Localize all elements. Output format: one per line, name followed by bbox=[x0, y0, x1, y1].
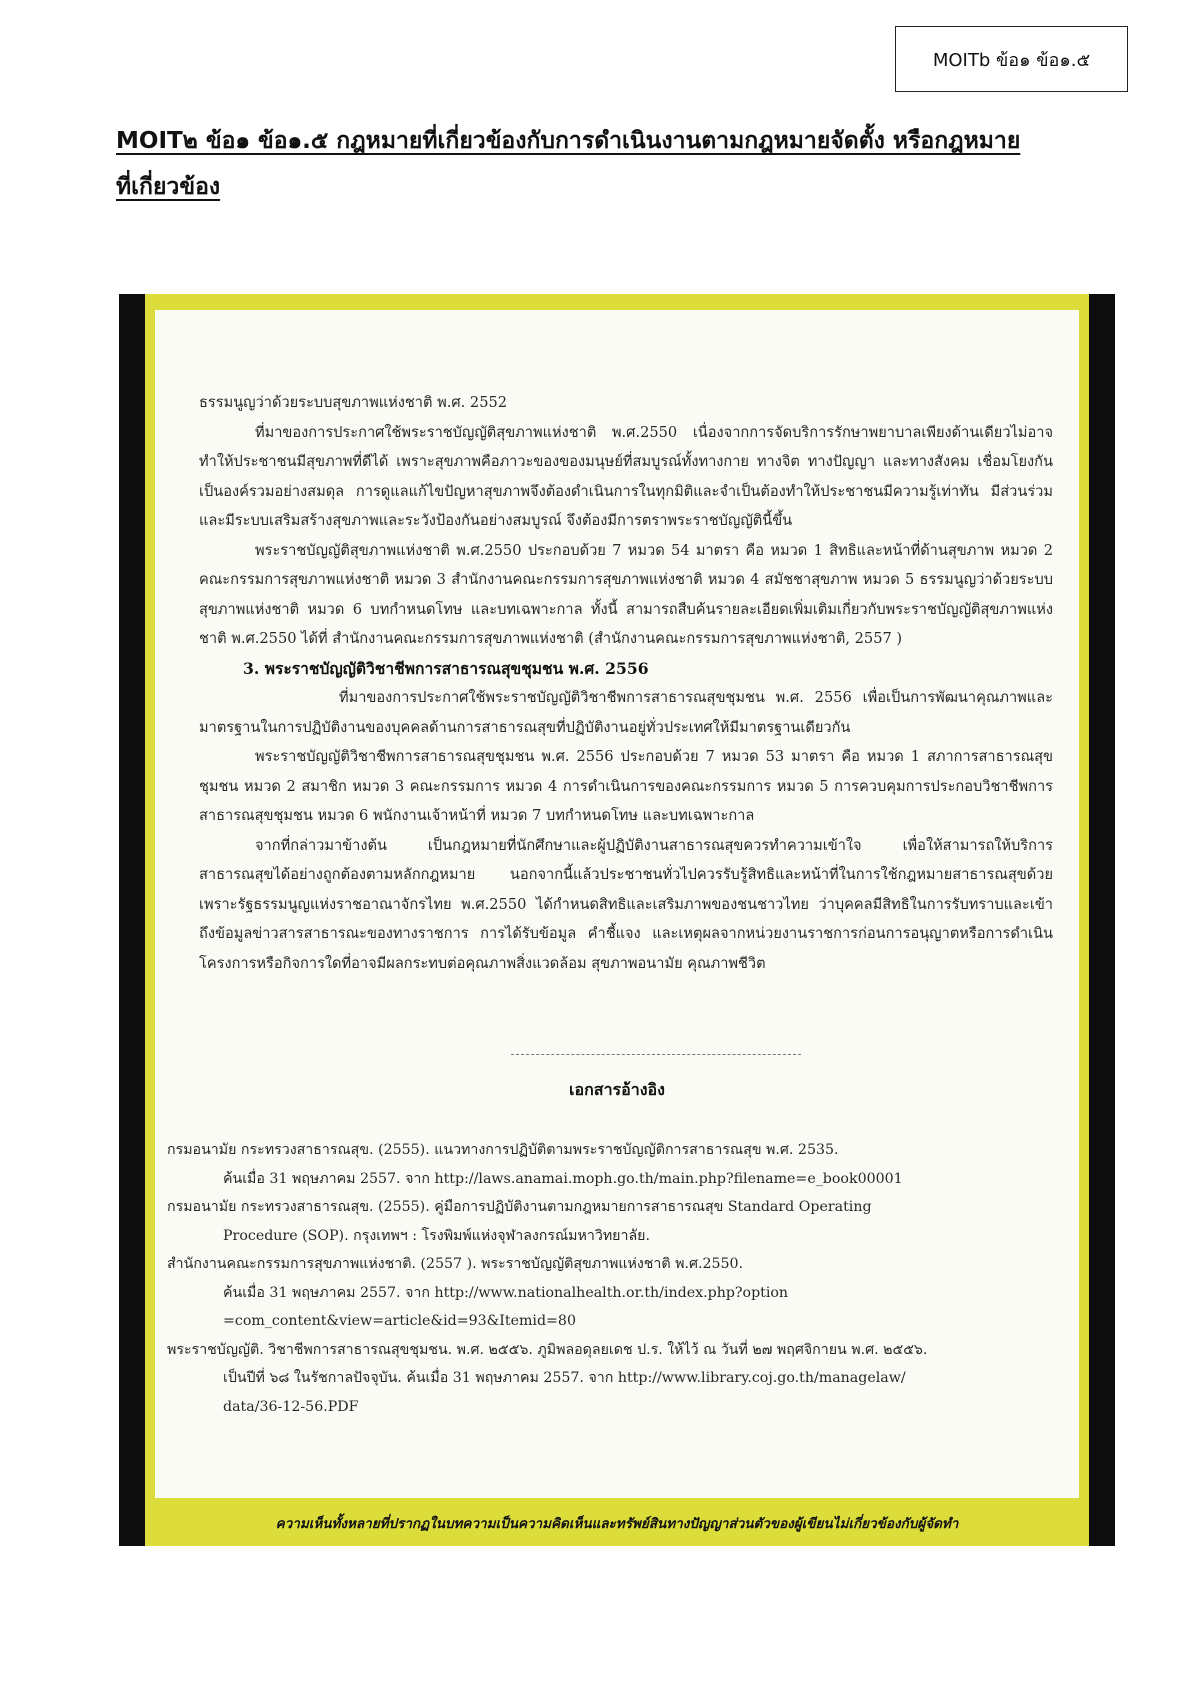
divider-line bbox=[511, 1054, 801, 1055]
badge-text: MOITb ข้อ๑ ข้อ๑.๕ bbox=[932, 49, 1091, 71]
reference-line: ค้นเมื่อ 31 พฤษภาคม 2557. จาก http://laws.anamai.moph.go.th/main.php?filename=e_book00001 bbox=[223, 1170, 903, 1187]
paragraph-health-act-structure: พระราชบัญญัติสุขภาพแห่งชาติ พ.ศ.2550 ประกอบด้วย 7 หมวด 54 มาตรา คือ หมวด 1 สิทธิและหน้าที่ด้านสุขภาพ หมวด 2 คณะกรรมการสุขภาพแห่งชาติ หมวด 3 สำนักงานคณะกรรมการสุขภาพแห่งชาติ หมวด 4 สมัชชาสุขภาพ หมวด 5 ธรรมนูญว่าด้วยระบบสุขภาพแห่งชาติ หมวด 6 บทกำหนดโทษ และบทเฉพาะกาล ทั้งนี้ สามารถสืบค้นรายละเอียดเพิ่มเติมเกี่ยวกับพระราชบัญญัติสุขภาพแห่งชาติ พ.ศ.2550 ได้ที่ สำนักงานคณะกรรมการสุขภาพแห่งชาติ (สำนักงานคณะกรรมการสุขภาพแห่งชาติ, 2557 ) bbox=[199, 541, 1053, 647]
reference-line: เป็นปีที่ ๖๘ ในรัชกาลปัจจุบัน. ค้นเมื่อ 31 พฤษภาคม 2557. จาก http://www.library.coj.go.th/managelaw/ bbox=[223, 1370, 906, 1386]
reference-line: data/36-12-56.PDF bbox=[223, 1398, 359, 1415]
reference-line: =com_content&view=article&id=93&Itemid=80 bbox=[223, 1313, 576, 1329]
reference-line: กรมอนามัย กระทรวงสาธารณสุข. (2555). แนวทางการปฏิบัติตามพระราชบัญญัติการสาธารณสุข พ.ศ. 2535. bbox=[167, 1142, 839, 1158]
paragraph-health-act-origin: ที่มาของการประกาศใช้พระราชบัญญัติสุขภาพแห่งชาติ พ.ศ.2550 เนื่องจากการจัดบริการรักษาพยาบาลเพียงด้านเดียวไม่อาจทำให้ประชาชนมีสุขภาพที่ดีได้ เพราะสุขภาพคือภาวะของของมนุษย์ที่สมบูรณ์ทั้งทางกาย ทางจิต ทางปัญญา และทางสังคม เชื่อมโยงกันเป็นองค์รวมอย่างสมดุล การดูแลแก้ไขปัญหาสุขภาพจึงต้องดำเนินการในทุกมิติและจำเป็นต้องทำให้ประชาชนมีความรู้เท่าทัน มีส่วนร่วม และมีระบบเสริมสร้างสุขภาพและระวังป้องกันอย่างสมบูรณ์ จึงต้องมีการตราพระราชบัญญัตินี้ขึ้น bbox=[199, 423, 1053, 529]
paragraph-community-health-origin: ที่มาของการประกาศใช้พระราชบัญญัติวิชาชีพการสาธารณสุขชุมชน พ.ศ. 2556 เพื่อเป็นการพัฒนาคุณภาพและมาตรฐานในการปฏิบัติงานของบุคคลด้านการสาธารณสุขที่ปฏิบัติงานอยู่ทั่วประเทศให้มีมาตรฐานเดียวกัน bbox=[199, 689, 1053, 736]
scanned-document-border bbox=[145, 294, 1089, 1546]
document-code-badge bbox=[895, 26, 1128, 92]
paragraph-community-health-structure: พระราชบัญญัติวิชาชีพการสาธารณสุขชุมชน พ.ศ. 2556 ประกอบด้วย 7 หมวด 53 มาตรา คือ หมวด 1 สภาการสาธารณสุขชุมชน หมวด 2 สมาชิก หมวด 3 คณะกรรมการ หมวด 4 การดำเนินการของคณะกรรมการ หมวด 5 การควบคุมการประกอบวิชาชีพการสาธารณสุขชุมชน หมวด 6 พนักงานเจ้าหน้าที่ หมวด 7 บทกำหนดโทษ และบทเฉพาะกาล bbox=[199, 748, 1053, 824]
paragraph-charter-title: ธรรมนูญว่าด้วยระบบสุขภาพแห่งชาติ พ.ศ. 2552 bbox=[199, 394, 508, 411]
scanned-document-page bbox=[155, 310, 1079, 1498]
reference-line: ค้นเมื่อ 31 พฤษภาคม 2557. จาก http://www.nationalhealth.or.th/index.php?option bbox=[223, 1284, 789, 1301]
document-body bbox=[199, 388, 1053, 978]
reference-line: Procedure (SOP). กรุงเทพฯ : โรงพิมพ์แห่งจุฬาลงกรณ์มหาวิทยาลัย. bbox=[223, 1227, 650, 1244]
page-title bbox=[116, 118, 1116, 210]
page-title-line-1: MOIT๒ ข้อ๑ ข้อ๑.๕ กฎหมายที่เกี่ยวข้องกับการดำเนินงานตามกฎหมายจัดตั้ง หรือกฎหมาย bbox=[116, 128, 1021, 154]
references-list bbox=[167, 1136, 1067, 1421]
reference-line: สำนักงานคณะกรรมการสุขภาพแห่งชาติ. (2557 ). พระราชบัญญัติสุขภาพแห่งชาติ พ.ศ.2550. bbox=[167, 1256, 744, 1272]
section-heading-community-health-act: 3. พระราชบัญญัติวิชาชีพการสาธารณสุขชุมชน พ.ศ. 2556 bbox=[243, 658, 649, 678]
reference-line: พระราชบัญญัติ. วิชาชีพการสาธารณสุขชุมชน. พ.ศ. ๒๕๕๖. ภูมิพลอดุลยเดช ป.ร. ให้ไว้ ณ วันที่ ๒๗ พฤศจิกายน พ.ศ. ๒๕๕๖. bbox=[167, 1341, 928, 1358]
paragraph-conclusion: จากที่กล่าวมาข้างต้น เป็นกฎหมายที่นักศึกษาและผู้ปฏิบัติงานสาธารณสุขควรทำความเข้าใจ เพื่อให้สามารถให้บริการสาธารณสุขได้อย่างถูกต้องตามหลักกฎหมาย นอกจากนี้แล้วประชาชนทั่วไปควรรับรู้สิทธิและหน้าที่ในการใช้กฎหมายสาธารณสุขด้วย เพราะรัฐธรรมนูญแห่งราชอาณาจักรไทย พ.ศ.2550 ได้กำหนดสิทธิและเสริมภาพของชนชาวไทย ว่าบุคคลมีสิทธิในการรับทราบและเข้าถึงข้อมูลข่าวสารสาธารณะของทางราชการ การได้รับข้อมูล คำชี้แจง และเหตุผลจากหน่วยงานราชการก่อนการอนุญาตหรือการดำเนินโครงการหรือกิจการใดที่อาจมีผลกระทบต่อคุณภาพสิ่งแวดล้อม สุขภาพอนามัย คุณภาพชีวิต bbox=[199, 836, 1053, 972]
scanned-document-frame bbox=[119, 294, 1115, 1546]
references-heading: เอกสารอ้างอิง bbox=[569, 1080, 665, 1099]
page-title-line-2: ที่เกี่ยวข้อง bbox=[116, 174, 221, 200]
disclaimer-footer: ความเห็นทั้งหลายที่ปรากฏในบทความเป็นความคิดเห็นและทรัพย์สินทางปัญญาส่วนตัวของผู้เขียนไม่เกี่ยวข้องกับผู้จัดทำ bbox=[275, 1516, 959, 1532]
reference-line: กรมอนามัย กระทรวงสาธารณสุข. (2555). คู่มือการปฏิบัติงานตามกฎหมายการสาธารณสุข Standard Operating bbox=[167, 1199, 872, 1215]
